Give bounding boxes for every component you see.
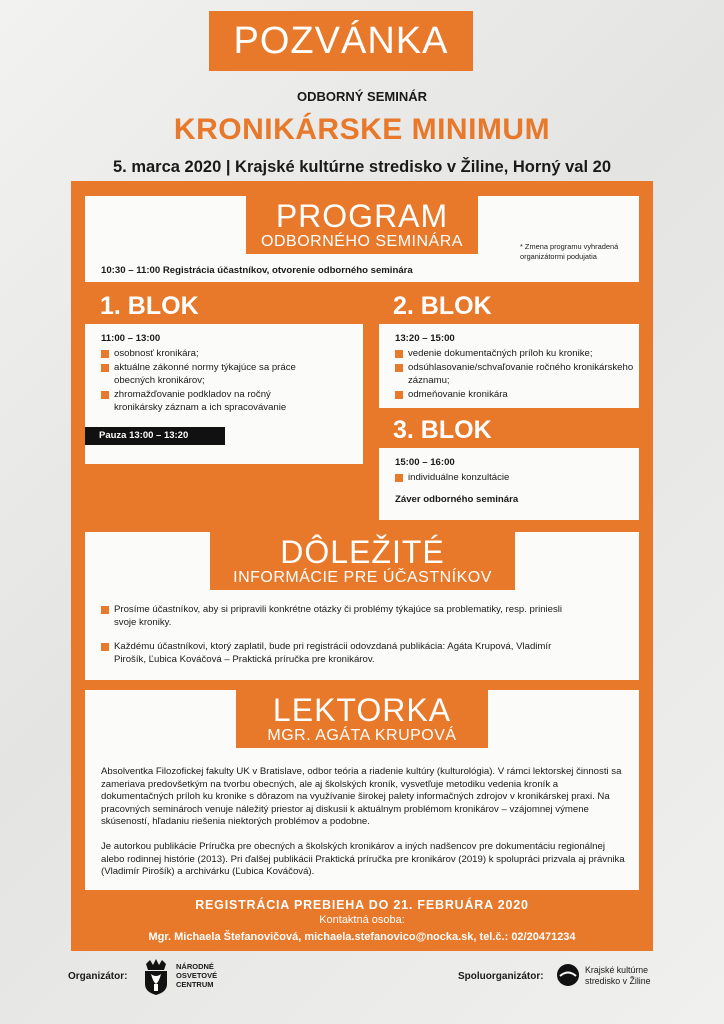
blok3-title: 3. BLOK	[379, 414, 639, 448]
program-title-box	[246, 196, 478, 254]
program-subtitle: ODBORNÉHO SEMINÁRA	[261, 233, 463, 250]
list-item: zhromažďovanie podkladov na ročný kronikársky záznam a ich spracovávanie	[101, 389, 321, 414]
lecturer-title: LEKTORKA	[272, 692, 452, 728]
list-item: Prosíme účastníkov, aby si pripravili konkrétne otázky či problémy týkajúce sa problematiky, resp. priniesli svoje kroniky.	[101, 604, 581, 629]
organizer-label: Organizátor:	[68, 971, 128, 982]
contact-details: Mgr. Michaela Štefanovičová, michaela.stefanovico@nocka.sk, tel.č.: 02/20471234	[148, 931, 576, 943]
lecturer-para-2: Je autorkou publikácie Príručka pre obecných a školských kronikárov a iných nadšencov pre dokumentáciu regionálnej alebo rodinnej histórie (2013). Pri ďalšej publikácii Praktická príručka pre kronikárov (2019) k spolupráci prizvala aj právnika (Vladimír Pirošík) a archivárku (Ľubica Kováčová).	[101, 840, 625, 878]
date-place: 5. marca 2020 | Krajské kultúrne stredisko v Žiline, Horný val 20	[112, 158, 612, 176]
seminar-title: KRONIKÁRSKE MINIMUM	[173, 113, 551, 146]
list-item: odsúhlasovanie/schvaľovanie ročného kronikárskeho záznamu;	[395, 362, 635, 387]
organizer-name: NÁRODNÉ OSVETOVÉ CENTRUM	[176, 962, 218, 989]
blok3-time: 15:00 – 16:00	[395, 457, 455, 468]
reg-time-text: 10:30 – 11:00 Registrácia účastníkov, otvorenie odborného seminára	[101, 265, 413, 276]
blok2-content	[395, 333, 635, 404]
list-item: Každému účastníkovi, ktorý zaplatil, bude pri registrácii odovzdaná publikácia: Agáta Krupová, Vladimír Pirošík, Ľubica Kováčová – Praktická príručka pre kronikárov.	[101, 641, 581, 666]
blok2-title: 2. BLOK	[379, 290, 639, 324]
list-item: individuálne konzultácie	[395, 472, 635, 485]
important-title-box	[210, 532, 515, 590]
blok1-title: 1. BLOK	[85, 290, 363, 324]
contact-label: Kontaktná osoba:	[319, 914, 405, 926]
important-subtitle: INFORMÁCIE PRE ÚČASTNÍKOV	[233, 569, 492, 586]
important-content	[101, 604, 581, 668]
blok3-content	[395, 457, 635, 507]
lecturer-para-1: Absolventka Filozofickej fakulty UK v Bratislave, odbor teória a riadenie kultúry (kulturológia). V rámci lektorskej činnosti sa zameriava predovšetkým na tvorbu obecných, ale aj školských kroník, vysvetľuje metodiku vedenia kroník a dokumentačných príloh ku kronike s dôrazom na využívanie širokej palety informačných zdrojov v kronikárskej praxi. Na pracovných seminároch venuje náležitý priestor aj diskusii k aktuálnym problémom kronikárov – vzájomnej výmene skúseností, hľadaniu riešenia niektorých problémov a podobne.	[101, 766, 622, 828]
coorganizer-name: Krajské kultúrne stredisko v Žiline	[585, 965, 651, 986]
registration-block	[71, 897, 653, 947]
footer	[0, 955, 724, 1015]
important-title: DÔLEŽITÉ	[280, 534, 445, 570]
blok1-content	[101, 333, 321, 417]
list-item: odmeňovanie kronikára	[395, 389, 635, 402]
lecturer-subtitle: MGR. AGÁTA KRUPOVÁ	[267, 727, 457, 744]
program-title: PROGRAM	[275, 198, 449, 234]
seminar-end: Záver odborného seminára	[395, 494, 519, 506]
program-note: * Zmena programu vyhradená organizátormi podujatia	[520, 242, 619, 261]
coorganizer-label: Spoluorganizátor:	[458, 971, 544, 982]
blok1-time: 11:00 – 13:00	[101, 333, 161, 344]
noc-emblem-icon	[142, 958, 170, 996]
lecturer-title-box	[236, 690, 488, 748]
list-item: aktuálne zákonné normy týkajúce sa práce obecných kronikárov;	[101, 362, 321, 387]
kks-logo-icon	[556, 963, 580, 987]
seminar-type: ODBORNÝ SEMINÁR	[296, 89, 427, 104]
pause-badge: Pauza 13:00 – 13:20	[85, 427, 225, 445]
lecturer-bio	[101, 766, 629, 879]
invitation-heading: POZVÁNKA	[209, 11, 473, 71]
list-item: osobnosť kronikára;	[101, 348, 321, 361]
list-item: vedenie dokumentačných príloh ku kronike;	[395, 348, 635, 361]
registration-deadline: REGISTRÁCIA PREBIEHA DO 21. FEBRUÁRA 2020	[195, 898, 529, 912]
blok2-time: 13:20 – 15:00	[395, 333, 455, 344]
registration-time	[101, 265, 521, 278]
